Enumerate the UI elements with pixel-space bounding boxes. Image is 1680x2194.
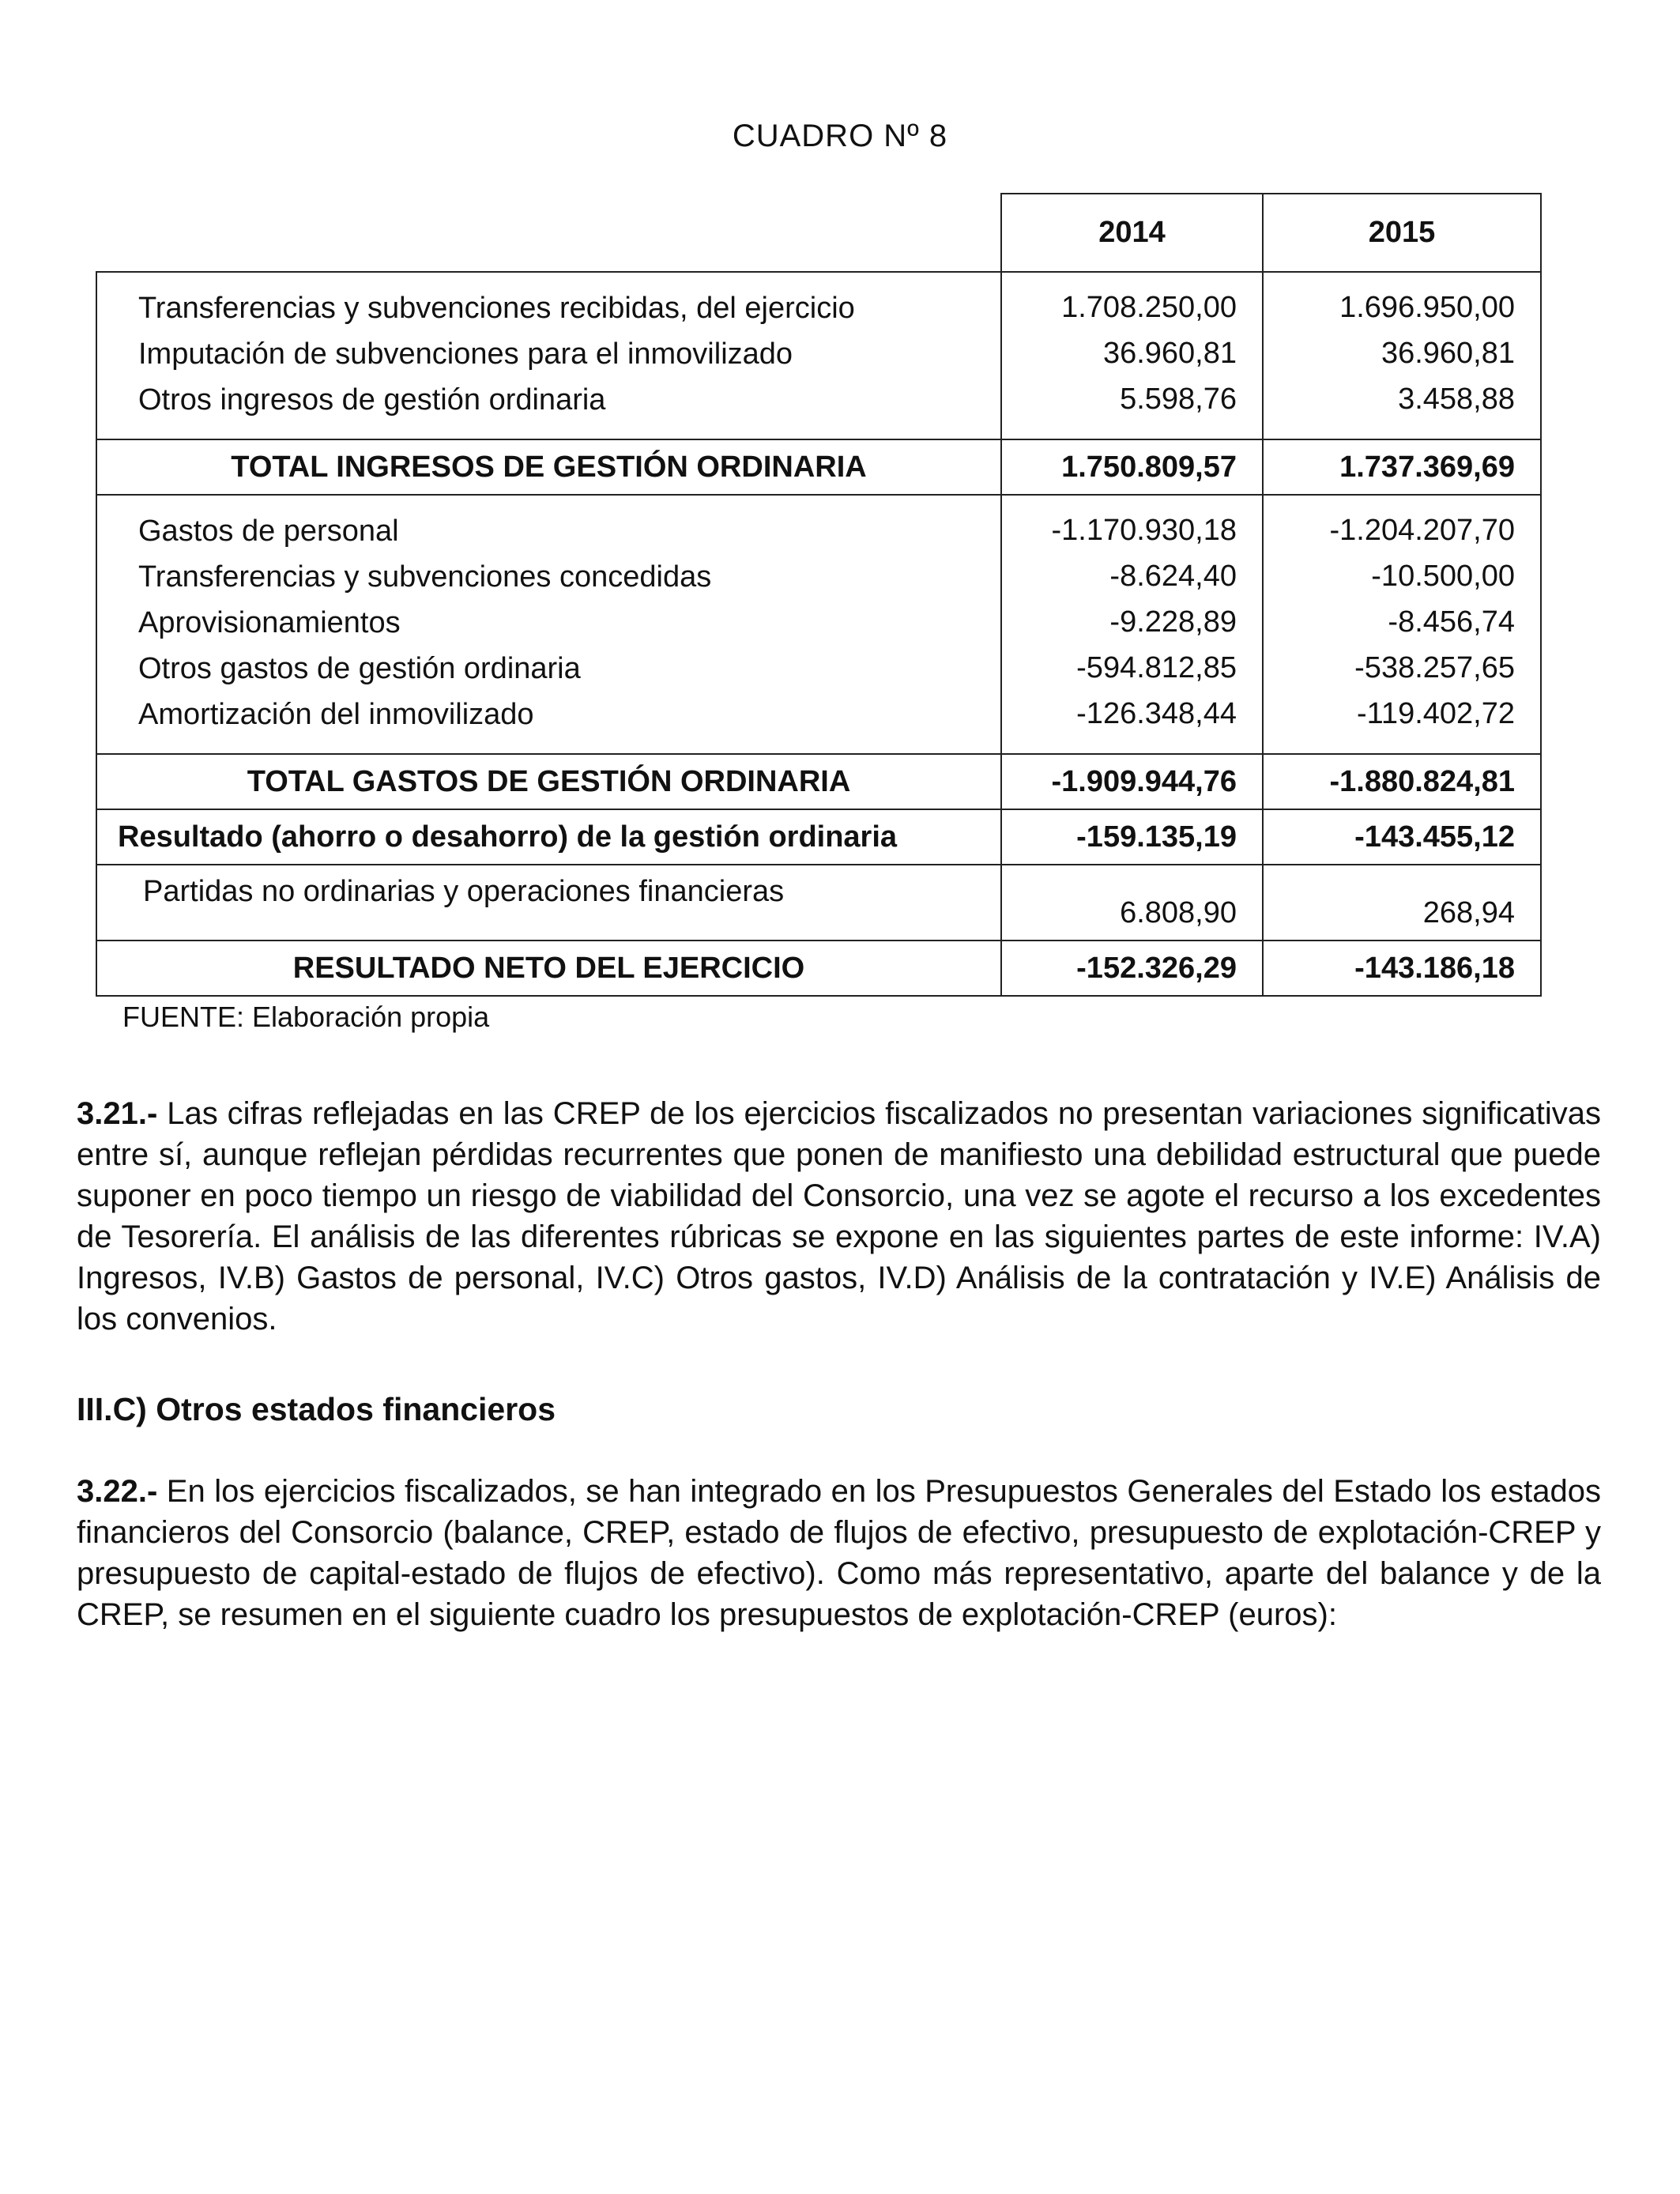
total-income-label: TOTAL INGRESOS DE GESTIÓN ORDINARIA: [96, 439, 1001, 495]
expense-item-label: Gastos de personal: [138, 515, 399, 548]
ordinary-result-2014: -159.135,19: [1001, 809, 1263, 865]
year-header-2015: 2015: [1263, 194, 1541, 272]
income-block: [96, 272, 1541, 439]
non-ordinary-2014: 6.808,90: [1001, 865, 1263, 941]
income-item-2014: 5.598,76: [1120, 383, 1237, 416]
table-header-row: [96, 194, 1541, 272]
expense-item-2014: -9.228,89: [1109, 605, 1237, 639]
table-title: CUADRO Nº 8: [732, 119, 948, 153]
expense-item-2015: -119.402,72: [1356, 697, 1515, 730]
total-expenses-row: [96, 754, 1541, 809]
expense-item-2014: -126.348,44: [1076, 697, 1237, 730]
paragraph-number: 3.22.-: [77, 1474, 158, 1509]
expense-item-2015: -1.204.207,70: [1329, 514, 1515, 547]
non-ordinary-label: Partidas no ordinarias y operaciones financieras: [96, 865, 1001, 941]
non-ordinary-2015: 268,94: [1263, 865, 1541, 941]
ordinary-result-2015: -143.455,12: [1263, 809, 1541, 865]
income-item-2015: 36.960,81: [1381, 337, 1515, 370]
total-income-2015: 1.737.369,69: [1263, 439, 1541, 495]
net-result-label: RESULTADO NETO DEL EJERCICIO: [96, 941, 1001, 996]
income-item-label: Transferencias y subvenciones recibidas, del ejercicio: [138, 292, 855, 325]
net-result-2014: -152.326,29: [1001, 941, 1263, 996]
total-expenses-2015: -1.880.824,81: [1263, 754, 1541, 809]
net-result-row: [96, 941, 1541, 996]
paragraph-3-21: [77, 1093, 1601, 1340]
income-item-2015: 3.458,88: [1398, 383, 1515, 416]
income-item-label: Otros ingresos de gestión ordinaria: [138, 383, 606, 417]
net-result-2015: -143.186,18: [1263, 941, 1541, 996]
expense-block: [96, 495, 1541, 754]
paragraph-3-22: [77, 1471, 1601, 1635]
expense-item-2015: -10.500,00: [1371, 560, 1515, 593]
total-expenses-2014: -1.909.944,76: [1001, 754, 1263, 809]
table-source-note: FUENTE: Elaboración propia: [122, 1001, 490, 1033]
year-header-2014: 2014: [1001, 194, 1263, 272]
ordinary-result-label: Resultado (ahorro o desahorro) de la gestión ordinaria: [96, 809, 1001, 865]
ordinary-result-row: [96, 809, 1541, 865]
expense-item-2014: -594.812,85: [1076, 651, 1237, 684]
expense-item-2014: -8.624,40: [1109, 560, 1237, 593]
income-item-2014: 1.708.250,00: [1061, 291, 1237, 324]
expense-item-label: Amortización del inmovilizado: [138, 698, 534, 731]
paragraph-text: Las cifras reflejadas en las CREP de los ejercicios fiscalizados no presentan variaciones significativas entre sí, aunque reflejan pérdidas recurrentes que ponen de manifiesto una debilidad estructural que puede suponer en poco tiempo un riesgo de viabilidad del Consorcio, una vez se agote el recurso a los excedentes de Tesorería. El análisis de las diferentes rúbricas se expone en las siguientes partes de este informe: IV.A) Ingresos, IV.B) Gastos de personal, IV.C) Otros gastos, IV.D) Análisis de la contratación y IV.E) Análisis de los convenios.: [77, 1096, 1601, 1336]
section-heading: III.C) Otros estados financieros: [77, 1391, 556, 1427]
expense-item-2015: -8.456,74: [1388, 605, 1515, 639]
total-expenses-label: TOTAL GASTOS DE GESTIÓN ORDINARIA: [96, 754, 1001, 809]
expense-item-label: Aprovisionamientos: [138, 606, 401, 639]
income-item-label: Imputación de subvenciones para el inmovilizado: [138, 337, 793, 371]
paragraph-text: En los ejercicios fiscalizados, se han integrado en los Presupuestos Generales del Estado los estados financieros del Consorcio (balance, CREP, estado de flujos de efectivo, presupuesto de explotación-CREP y presupuesto de capital-estado de flujos de efectivo). Como más representativo, aparte del balance y de la CREP, se resumen en el siguiente cuadro los presupuestos de explotación-CREP (euros):: [77, 1474, 1601, 1632]
expense-item-2014: -1.170.930,18: [1051, 514, 1237, 547]
non-ordinary-row: [96, 865, 1541, 941]
income-item-2014: 36.960,81: [1102, 337, 1237, 370]
financial-table: [96, 193, 1542, 997]
expense-item-label: Otros gastos de gestión ordinaria: [138, 652, 581, 685]
total-income-row: [96, 439, 1541, 495]
expense-item-2015: -538.257,65: [1354, 651, 1515, 684]
income-item-2015: 1.696.950,00: [1339, 291, 1515, 324]
expense-item-label: Transferencias y subvenciones concedidas: [138, 560, 712, 594]
total-income-2014: 1.750.809,57: [1001, 439, 1263, 495]
paragraph-number: 3.21.-: [77, 1096, 158, 1131]
